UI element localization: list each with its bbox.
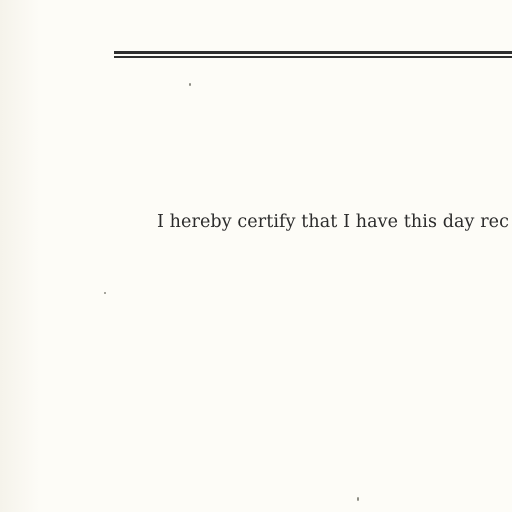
certification-statement: I hereby certify that I have this day rec [157,212,510,232]
paper-edge-shading [0,0,40,512]
rule-bottom-line [114,56,512,58]
rule-top-line [114,51,512,54]
header-double-rule [114,51,512,60]
paper-speck [104,292,106,294]
paper-speck [189,83,191,86]
paper-speck [357,497,359,501]
